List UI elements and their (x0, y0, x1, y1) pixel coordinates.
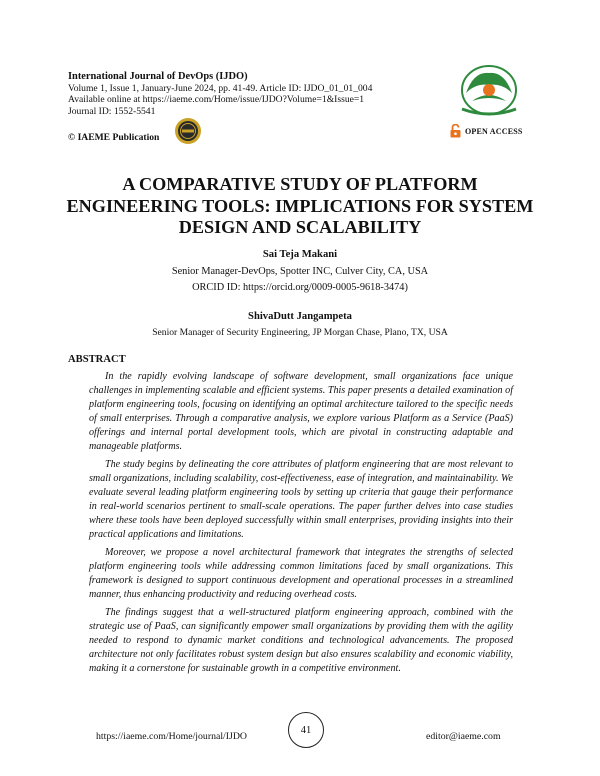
page-number: 41 (288, 712, 324, 748)
abstract-paragraph: The study begins by delineating the core attributes of platform engineering that are most relevant to small organizations, including scalability, cost-effectiveness, ease of integration, and maintainability. We evaluate several leading platform engineering tools by setting up criteria that gauge their performance in real-world scenarios pertinent to small-scale operations. The paper further delves into case studies where these tools have been deployed successfully within small enterprises, providing insights into their practical applications and limitations. (89, 459, 513, 540)
author-1-name: Sai Teja Makani (262, 249, 338, 260)
abstract-heading: ABSTRACT (68, 354, 126, 365)
available-online-line: Available online at https://iaeme.com/Home/issue/IJDO?Volume=1&Issue=1 (68, 94, 365, 106)
author-2-name: ShivaDutt Jangampeta (248, 311, 352, 322)
journal-id: Journal ID: 1552-5541 (68, 105, 156, 117)
author-1-orcid: ORCID ID: https://orcid.org/0009-0005-9618-3474) (192, 282, 408, 293)
volume-line: Volume 1, Issue 1, January-June 2024, pp. 41-49. Article ID: IJDO_01_01_004 (68, 83, 373, 95)
open-access-label: OPEN ACCESS (465, 126, 523, 136)
paper-title: A COMPARATIVE STUDY OF PLATFORM ENGINEERING TOOLS: IMPLICATIONS FOR SYSTEM DESIGN AND SCALABILITY (66, 174, 534, 237)
journal-logo-icon (452, 63, 526, 119)
open-access-badge (450, 124, 523, 138)
page-footer (0, 712, 600, 748)
abstract-paragraph: The findings suggest that a well-structured platform engineering approach, combined with the strategic use of PaaS, can significantly empower small organizations by providing them with the agility needed to respond to dynamic market conditions and technological advancements. The proposed architecture not only facilitates robust system design but also ensures scalability and economic viability, making it a cornerstone for sustainable growth in a competitive environment. (89, 607, 513, 674)
journal-header (68, 71, 372, 117)
author-1-affiliation: Senior Manager-DevOps, Spotter INC, Culver City, CA, USA (171, 266, 429, 277)
publisher-label: © IAEME Publication (68, 132, 160, 143)
author-2-affiliation: Senior Manager of Security Engineering, JP Morgan Chase, Plano, TX, USA (152, 327, 448, 338)
open-lock-icon (450, 124, 461, 138)
abstract-body (89, 370, 513, 680)
footer-journal-url[interactable]: https://iaeme.com/Home/journal/IJDO (96, 731, 248, 742)
abstract-paragraph: In the rapidly evolving landscape of software development, small organizations face unique challenges in implementing scalable and efficient systems. This paper presents a detailed examination of platform engineering tools, focusing on identifying an optimal architecture tailored to the specific needs of small enterprises. Through a comparative analysis, we explore various Platform as a Service (PaaS) offerings and internal portal development tools, which are pivotal in constructing adaptable and manageable platforms. (89, 371, 513, 452)
journal-name: International Journal of DevOps (IJDO) (68, 71, 248, 82)
footer-email[interactable]: editor@iaeme.com (426, 731, 501, 742)
publisher-seal-icon (174, 117, 202, 145)
abstract-paragraph: Moreover, we propose a novel architectural framework that integrates the strengths of selected platform engineering tools while addressing common limitations faced by small organizations. This framework is designed to support continuous development and operational processes in a streamlined manner, thus enhancing productivity and reducing overhead costs. (89, 547, 513, 600)
